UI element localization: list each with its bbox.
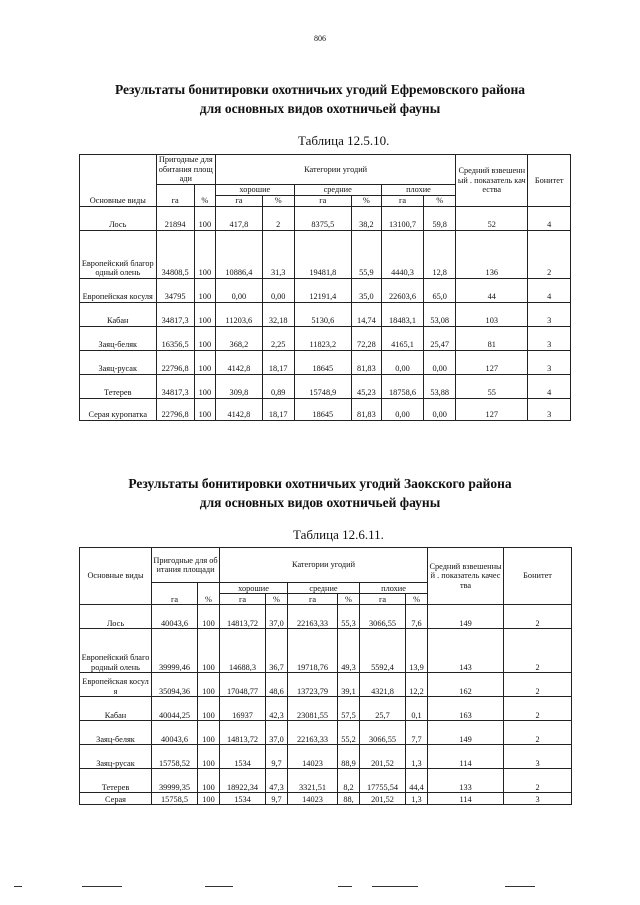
table-row xyxy=(80,673,572,697)
good-ha: 417,8 xyxy=(216,206,263,230)
table1-caption: Таблица 12.5.10. xyxy=(298,133,390,148)
bad-ha: 3066,55 xyxy=(360,605,406,629)
bad-ha: 4165,1 xyxy=(381,326,424,350)
medium-ha: 18645 xyxy=(294,350,351,374)
table-row xyxy=(80,326,571,350)
table-row xyxy=(80,793,572,805)
suitable-pct: 100 xyxy=(198,769,220,793)
table-row xyxy=(80,302,571,326)
table-row xyxy=(80,278,571,302)
table-row xyxy=(80,721,572,745)
avg-quality: 103 xyxy=(456,302,528,326)
medium-pct: 88, xyxy=(338,793,360,805)
t2-header-avg: Средний взвешенный . показатель качества xyxy=(428,548,504,605)
t1-header-bad-ha: га xyxy=(381,195,424,206)
good-ha: 14813,72 xyxy=(220,605,266,629)
table-row xyxy=(80,769,572,793)
good-pct: 18,17 xyxy=(262,398,294,420)
suitable-ha: 40043,6 xyxy=(152,605,198,629)
suitable-ha: 40043,6 xyxy=(152,721,198,745)
t1-header-med-pct: % xyxy=(352,195,382,206)
t2-header-bad: плохие xyxy=(360,583,428,594)
t2-header-good-ha: га xyxy=(220,594,266,605)
medium-pct: 72,28 xyxy=(352,326,382,350)
suitable-ha: 34808,5 xyxy=(156,230,194,278)
bad-pct: 1,3 xyxy=(406,745,428,769)
suitable-ha: 16356,5 xyxy=(156,326,194,350)
medium-ha: 19718,76 xyxy=(288,629,338,673)
avg-quality: 81 xyxy=(456,326,528,350)
t1-header-bad: плохие xyxy=(381,184,455,195)
t2-header-bonitet: Бонитет xyxy=(504,548,572,605)
avg-quality: 143 xyxy=(428,629,504,673)
good-ha: 14688,3 xyxy=(220,629,266,673)
bad-ha: 13100,7 xyxy=(381,206,424,230)
table1-title-line1: Результаты бонитировки охотничьих угодий Ефремовского района xyxy=(114,82,526,97)
species-name: Заяц-беляк xyxy=(80,326,157,350)
avg-quality: 127 xyxy=(456,350,528,374)
suitable-pct: 100 xyxy=(198,721,220,745)
bad-pct: 25,47 xyxy=(424,326,456,350)
species-name: Европейская косуля xyxy=(80,278,157,302)
bad-ha: 18758,6 xyxy=(381,374,424,398)
good-ha: 4142,8 xyxy=(216,398,263,420)
t2-header-good: хорошие xyxy=(220,583,288,594)
medium-pct: 8,2 xyxy=(338,769,360,793)
medium-pct: 57,5 xyxy=(338,697,360,721)
species-name: Серая xyxy=(80,793,152,805)
species-name: Заяц-русак xyxy=(80,745,152,769)
bad-pct: 0,00 xyxy=(424,398,456,420)
t1-header-species: Основные виды xyxy=(80,155,157,207)
suitable-ha: 34817,3 xyxy=(156,302,194,326)
bad-pct: 13,9 xyxy=(406,629,428,673)
species-name: Заяц-беляк xyxy=(80,721,152,745)
good-pct: 42,3 xyxy=(266,697,288,721)
bad-ha: 0,00 xyxy=(381,398,424,420)
good-pct: 0,00 xyxy=(262,278,294,302)
medium-pct: 55,3 xyxy=(338,605,360,629)
medium-ha: 14023 xyxy=(288,745,338,769)
bad-pct: 7,6 xyxy=(406,605,428,629)
medium-ha: 8375,5 xyxy=(294,206,351,230)
medium-pct: 39,1 xyxy=(338,673,360,697)
t1-header-categories: Категории угодий xyxy=(216,155,456,185)
t2-header-med-ha: га xyxy=(288,594,338,605)
suitable-pct: 100 xyxy=(194,374,215,398)
medium-ha: 11823,2 xyxy=(294,326,351,350)
t2-header-ha: га xyxy=(152,583,198,605)
good-pct: 9,7 xyxy=(266,793,288,805)
t1-header-good-pct: % xyxy=(262,195,294,206)
species-name: Лось xyxy=(80,206,157,230)
bonitet: 2 xyxy=(504,629,572,673)
medium-ha: 12191,4 xyxy=(294,278,351,302)
bad-pct: 44,4 xyxy=(406,769,428,793)
suitable-pct: 100 xyxy=(198,673,220,697)
good-ha: 4142,8 xyxy=(216,350,263,374)
bad-pct: 53,88 xyxy=(424,374,456,398)
table-row xyxy=(80,629,572,673)
medium-pct: 45,23 xyxy=(352,374,382,398)
bonitet: 3 xyxy=(504,793,572,805)
suitable-ha: 39999,35 xyxy=(152,769,198,793)
table2 xyxy=(79,547,572,805)
suitable-ha: 39999,46 xyxy=(152,629,198,673)
good-pct: 2 xyxy=(262,206,294,230)
medium-ha: 18645 xyxy=(294,398,351,420)
bad-ha: 17755,54 xyxy=(360,769,406,793)
table-row xyxy=(80,350,571,374)
t2-header-categories: Категории угодий xyxy=(220,548,428,583)
t2-header-species: Основные виды xyxy=(80,548,152,605)
bad-pct: 0,00 xyxy=(424,350,456,374)
bad-pct: 59,8 xyxy=(424,206,456,230)
suitable-pct: 100 xyxy=(198,697,220,721)
t1-header-avg: Средний взвешенный . показатель качества xyxy=(456,155,528,207)
t1-header-bad-pct: % xyxy=(424,195,456,206)
suitable-ha: 15758,52 xyxy=(152,745,198,769)
scan-mark xyxy=(372,886,418,887)
suitable-ha: 22796,8 xyxy=(156,350,194,374)
t1-header-ha: га xyxy=(156,184,194,206)
t2-header-med-pct: % xyxy=(338,594,360,605)
species-name: Кабан xyxy=(80,697,152,721)
bonitet: 2 xyxy=(504,721,572,745)
good-pct: 9,7 xyxy=(266,745,288,769)
bad-ha: 201,52 xyxy=(360,793,406,805)
t2-header-medium: средние xyxy=(288,583,360,594)
t1-header-pct: % xyxy=(194,184,215,206)
medium-ha: 14023 xyxy=(288,793,338,805)
table-row xyxy=(80,745,572,769)
table1 xyxy=(79,154,571,421)
scan-mark xyxy=(505,886,535,887)
avg-quality: 127 xyxy=(456,398,528,420)
bonitet: 2 xyxy=(504,769,572,793)
medium-pct: 55,2 xyxy=(338,721,360,745)
bad-pct: 12,2 xyxy=(406,673,428,697)
table-row xyxy=(80,605,572,629)
suitable-pct: 100 xyxy=(194,278,215,302)
avg-quality: 55 xyxy=(456,374,528,398)
table2-caption: Таблица 12.6.11. xyxy=(293,527,384,542)
avg-quality: 52 xyxy=(456,206,528,230)
good-ha: 309,8 xyxy=(216,374,263,398)
suitable-pct: 100 xyxy=(194,350,215,374)
suitable-pct: 100 xyxy=(194,206,215,230)
bad-pct: 12,8 xyxy=(424,230,456,278)
t2-header-pct: % xyxy=(198,583,220,605)
suitable-pct: 100 xyxy=(198,605,220,629)
good-pct: 31,3 xyxy=(262,230,294,278)
table-row xyxy=(80,374,571,398)
suitable-pct: 100 xyxy=(194,326,215,350)
table2-title-line1: Результаты бонитировки охотничьих угодий Заокского района xyxy=(128,476,512,491)
suitable-pct: 100 xyxy=(194,302,215,326)
species-name: Заяц-русак xyxy=(80,350,157,374)
medium-ha: 19481,8 xyxy=(294,230,351,278)
scan-mark xyxy=(338,886,352,887)
suitable-ha: 35094,36 xyxy=(152,673,198,697)
good-ha: 16937 xyxy=(220,697,266,721)
scan-mark xyxy=(82,886,122,887)
bad-ha: 25,7 xyxy=(360,697,406,721)
good-pct: 37,0 xyxy=(266,605,288,629)
good-ha: 368,2 xyxy=(216,326,263,350)
bonitet: 4 xyxy=(528,278,571,302)
suitable-ha: 40044,25 xyxy=(152,697,198,721)
avg-quality: 44 xyxy=(456,278,528,302)
avg-quality: 114 xyxy=(428,793,504,805)
avg-quality: 149 xyxy=(428,721,504,745)
species-name: Лось xyxy=(80,605,152,629)
t2-header-bad-ha: га xyxy=(360,594,406,605)
bonitet: 3 xyxy=(528,398,571,420)
bonitet: 2 xyxy=(504,605,572,629)
bonitet: 3 xyxy=(504,745,572,769)
bad-ha: 5592,4 xyxy=(360,629,406,673)
t2-header-good-pct: % xyxy=(266,594,288,605)
medium-ha: 15748,9 xyxy=(294,374,351,398)
suitable-ha: 34817,3 xyxy=(156,374,194,398)
suitable-ha: 34795 xyxy=(156,278,194,302)
species-name: Европейский благородный олень xyxy=(80,230,157,278)
suitable-pct: 100 xyxy=(198,629,220,673)
table1-title-line2: для основных видов охотничьей фауны xyxy=(199,101,441,116)
medium-pct: 81,83 xyxy=(352,350,382,374)
bad-ha: 18483,1 xyxy=(381,302,424,326)
good-ha: 1534 xyxy=(220,745,266,769)
bad-ha: 0,00 xyxy=(381,350,424,374)
suitable-ha: 15758,5 xyxy=(152,793,198,805)
medium-ha: 13723,79 xyxy=(288,673,338,697)
good-ha: 14813,72 xyxy=(220,721,266,745)
suitable-pct: 100 xyxy=(194,398,215,420)
bad-pct: 0,1 xyxy=(406,697,428,721)
good-pct: 18,17 xyxy=(262,350,294,374)
good-pct: 37,0 xyxy=(266,721,288,745)
table-row xyxy=(80,697,572,721)
medium-pct: 14,74 xyxy=(352,302,382,326)
medium-ha: 22163,33 xyxy=(288,605,338,629)
suitable-pct: 100 xyxy=(198,793,220,805)
good-pct: 32,18 xyxy=(262,302,294,326)
t1-header-suitable: Пригодные для обитания площади xyxy=(156,155,216,185)
table-row xyxy=(80,398,571,420)
medium-pct: 49,3 xyxy=(338,629,360,673)
table-row xyxy=(80,206,571,230)
t2-header-suitable: Пригодные для обитания площади xyxy=(152,548,220,583)
scan-mark xyxy=(205,886,233,887)
bad-ha: 4321,8 xyxy=(360,673,406,697)
bad-ha: 22603,6 xyxy=(381,278,424,302)
bonitet: 3 xyxy=(528,350,571,374)
good-pct: 48,6 xyxy=(266,673,288,697)
medium-pct: 81,83 xyxy=(352,398,382,420)
bad-pct: 7,7 xyxy=(406,721,428,745)
medium-pct: 38,2 xyxy=(352,206,382,230)
bad-pct: 1,3 xyxy=(406,793,428,805)
bonitet: 3 xyxy=(528,326,571,350)
scan-mark xyxy=(14,886,22,887)
bad-ha: 3066,55 xyxy=(360,721,406,745)
bad-pct: 65,0 xyxy=(424,278,456,302)
bonitet: 4 xyxy=(528,374,571,398)
species-name: Европейский благородный олень xyxy=(80,629,152,673)
medium-pct: 35,0 xyxy=(352,278,382,302)
species-name: Европейская косуля xyxy=(80,673,152,697)
good-pct: 0,89 xyxy=(262,374,294,398)
medium-pct: 88,9 xyxy=(338,745,360,769)
medium-pct: 55,9 xyxy=(352,230,382,278)
bonitet: 2 xyxy=(504,673,572,697)
medium-ha: 23081,55 xyxy=(288,697,338,721)
suitable-pct: 100 xyxy=(194,230,215,278)
table-row xyxy=(80,230,571,278)
good-pct: 36,7 xyxy=(266,629,288,673)
t1-header-bonitet: Бонитет xyxy=(528,155,571,207)
suitable-ha: 21894 xyxy=(156,206,194,230)
t1-header-med-ha: га xyxy=(294,195,351,206)
species-name: Кабан xyxy=(80,302,157,326)
species-name: Тетерев xyxy=(80,769,152,793)
avg-quality: 136 xyxy=(456,230,528,278)
good-pct: 2,25 xyxy=(262,326,294,350)
medium-ha: 5130,6 xyxy=(294,302,351,326)
avg-quality: 133 xyxy=(428,769,504,793)
avg-quality: 149 xyxy=(428,605,504,629)
page-number: 806 xyxy=(314,34,326,43)
bad-pct: 53,08 xyxy=(424,302,456,326)
good-ha: 11203,6 xyxy=(216,302,263,326)
t1-header-medium: средние xyxy=(294,184,381,195)
avg-quality: 162 xyxy=(428,673,504,697)
bonitet: 4 xyxy=(528,206,571,230)
suitable-pct: 100 xyxy=(198,745,220,769)
table2-title-line2: для основных видов охотничьей фауны xyxy=(199,495,441,510)
suitable-ha: 22796,8 xyxy=(156,398,194,420)
medium-ha: 3321,51 xyxy=(288,769,338,793)
good-ha: 10886,4 xyxy=(216,230,263,278)
good-pct: 47,3 xyxy=(266,769,288,793)
good-ha: 0,00 xyxy=(216,278,263,302)
bonitet: 2 xyxy=(504,697,572,721)
good-ha: 17048,77 xyxy=(220,673,266,697)
good-ha: 1534 xyxy=(220,793,266,805)
t1-header-good: хорошие xyxy=(216,184,295,195)
avg-quality: 163 xyxy=(428,697,504,721)
bonitet: 2 xyxy=(528,230,571,278)
bad-ha: 201,52 xyxy=(360,745,406,769)
bad-ha: 4440,3 xyxy=(381,230,424,278)
species-name: Серая куропатка xyxy=(80,398,157,420)
avg-quality: 114 xyxy=(428,745,504,769)
species-name: Тетерев xyxy=(80,374,157,398)
medium-ha: 22163,33 xyxy=(288,721,338,745)
bonitet: 3 xyxy=(528,302,571,326)
t2-header-bad-pct: % xyxy=(406,594,428,605)
t1-header-good-ha: га xyxy=(216,195,263,206)
good-ha: 18922,34 xyxy=(220,769,266,793)
